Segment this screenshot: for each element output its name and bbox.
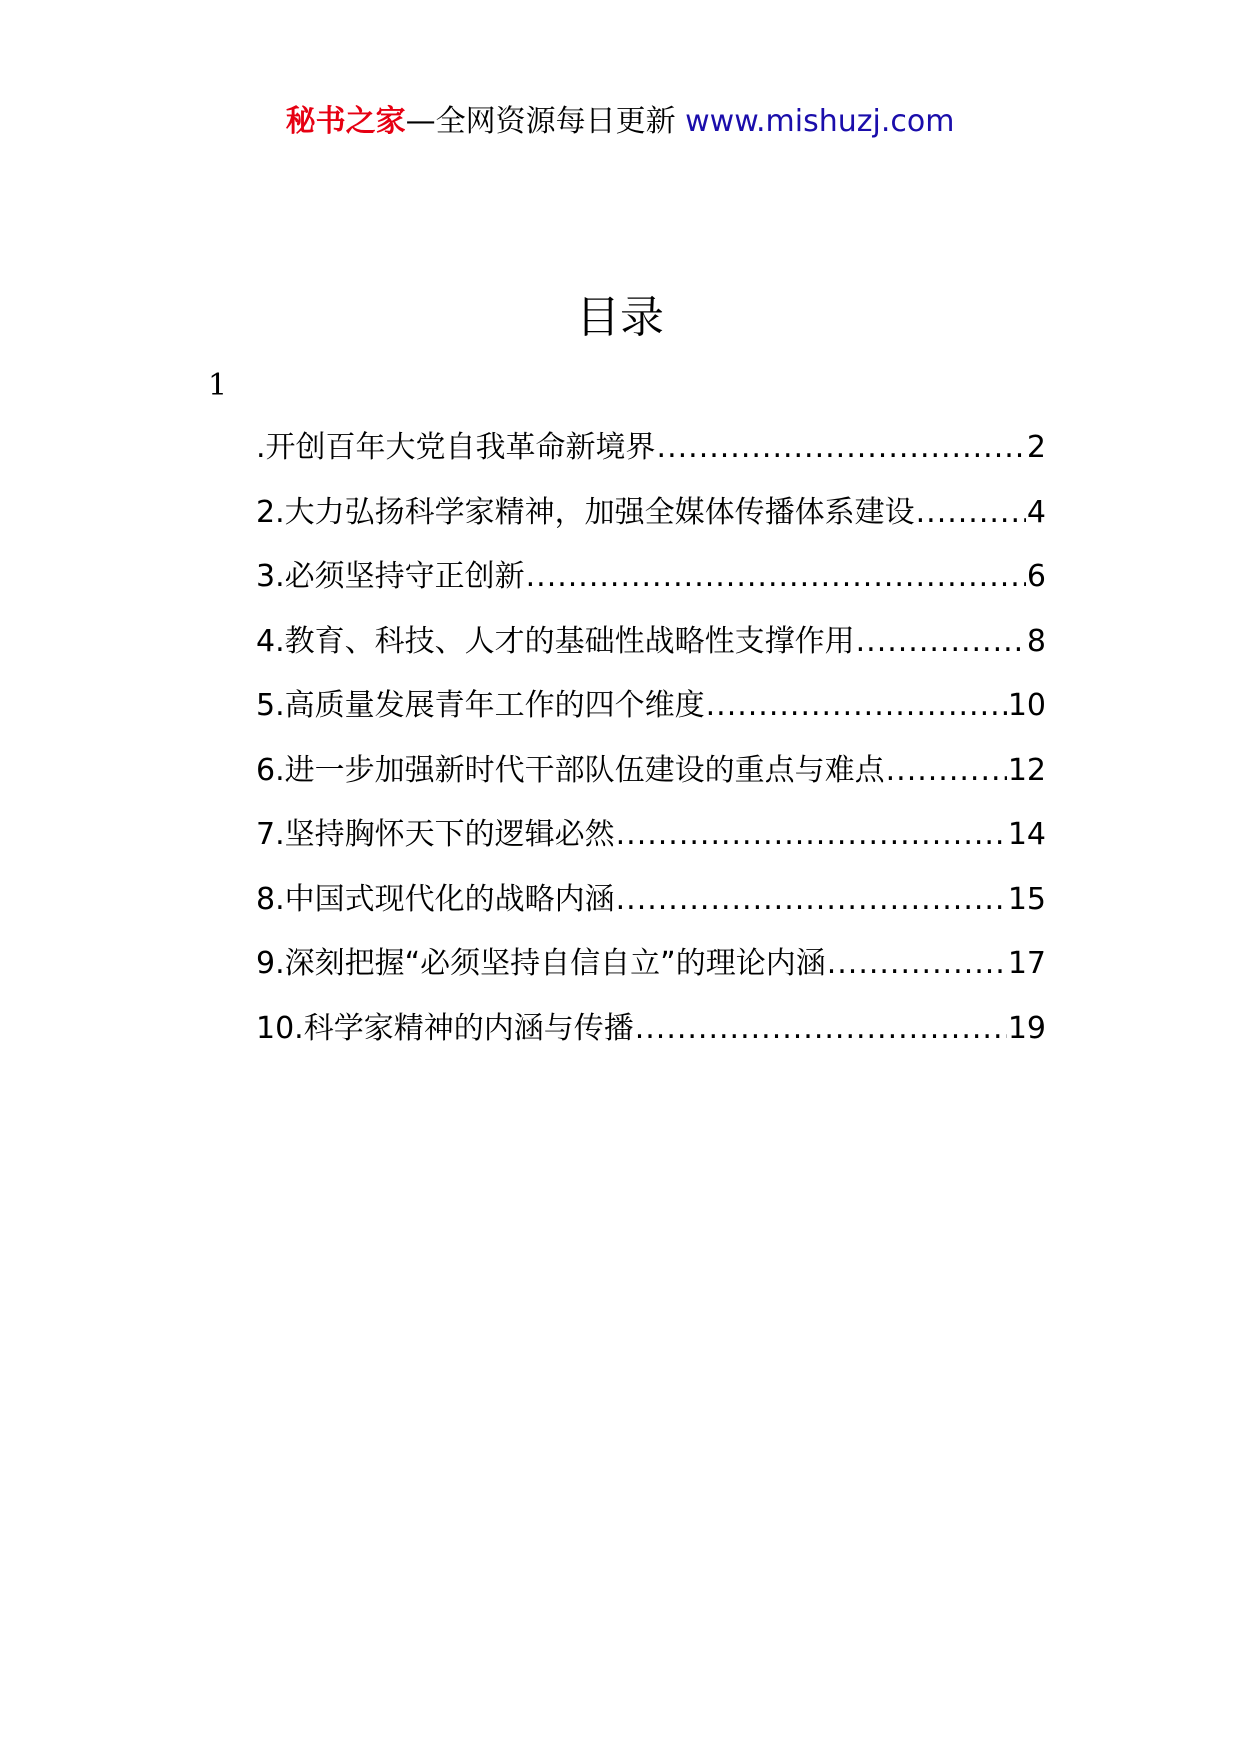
table-of-contents <box>256 428 1046 1073</box>
header-tagline: —全网资源每日更新 <box>405 104 676 139</box>
toc-page-number: 6 <box>1026 559 1046 594</box>
toc-dot-leader <box>886 751 1007 791</box>
toc-entry-title: .开创百年大党自我革命新境界 <box>256 430 656 465</box>
website-link[interactable]: www.mishuzj.com <box>685 104 955 139</box>
toc-entry-title: 3.必须坚持守正创新 <box>256 559 525 594</box>
toc-entry-title: 6.进一步加强新时代干部队伍建设的重点与难点 <box>256 752 885 788</box>
toc-page-number: 19 <box>1007 1010 1046 1046</box>
toc-page-number: 17 <box>1007 946 1046 981</box>
toc-entry[interactable] <box>256 493 1046 558</box>
toc-page-number: 15 <box>1007 881 1046 917</box>
toc-page-number: 4 <box>1026 494 1046 530</box>
toc-dot-leader <box>706 686 1007 726</box>
toc-entry[interactable] <box>256 686 1046 751</box>
toc-entry-title: 9.深刻把握“必须坚持自信自立”的理论内涵 <box>256 946 826 981</box>
toc-entry-title: 5.高质量发展青年工作的四个维度 <box>256 688 705 723</box>
toc-entry[interactable] <box>256 1009 1046 1074</box>
toc-entry[interactable] <box>256 622 1046 687</box>
document-title: 目录 <box>576 292 664 343</box>
toc-dot-leader <box>916 493 1026 533</box>
toc-entry[interactable] <box>256 751 1046 816</box>
list-number-marker: 1 <box>208 368 228 403</box>
toc-page-number: 14 <box>1007 817 1046 852</box>
toc-entry[interactable] <box>256 557 1046 622</box>
toc-entry[interactable] <box>256 428 1046 493</box>
toc-dot-leader <box>856 622 1026 662</box>
toc-entry-title: 4.教育、科技、人才的基础性战略性支撑作用 <box>256 623 855 659</box>
toc-page-number: 2 <box>1026 430 1046 465</box>
toc-page-number: 12 <box>1007 752 1046 788</box>
toc-dot-leader <box>616 815 1007 855</box>
page-header <box>0 100 1240 144</box>
toc-entry-title: 8.中国式现代化的战略内涵 <box>256 881 615 917</box>
toc-entry[interactable] <box>256 944 1046 1009</box>
brand-name: 秘书之家 <box>285 104 406 139</box>
toc-dot-leader <box>635 1009 1007 1049</box>
toc-dot-leader <box>827 944 1007 984</box>
toc-entry-title: 7.坚持胸怀天下的逻辑必然 <box>256 817 615 852</box>
toc-dot-leader <box>616 880 1007 920</box>
toc-entry-title: 10.科学家精神的内涵与传播 <box>256 1010 634 1046</box>
toc-dot-leader <box>657 428 1026 468</box>
toc-page-number: 10 <box>1007 688 1046 723</box>
toc-entry[interactable] <box>256 880 1046 945</box>
toc-entry-title: 2.大力弘扬科学家精神，加强全媒体传播体系建设 <box>256 494 915 530</box>
toc-entry[interactable] <box>256 815 1046 880</box>
toc-page-number: 8 <box>1026 623 1046 659</box>
toc-dot-leader <box>526 557 1026 597</box>
